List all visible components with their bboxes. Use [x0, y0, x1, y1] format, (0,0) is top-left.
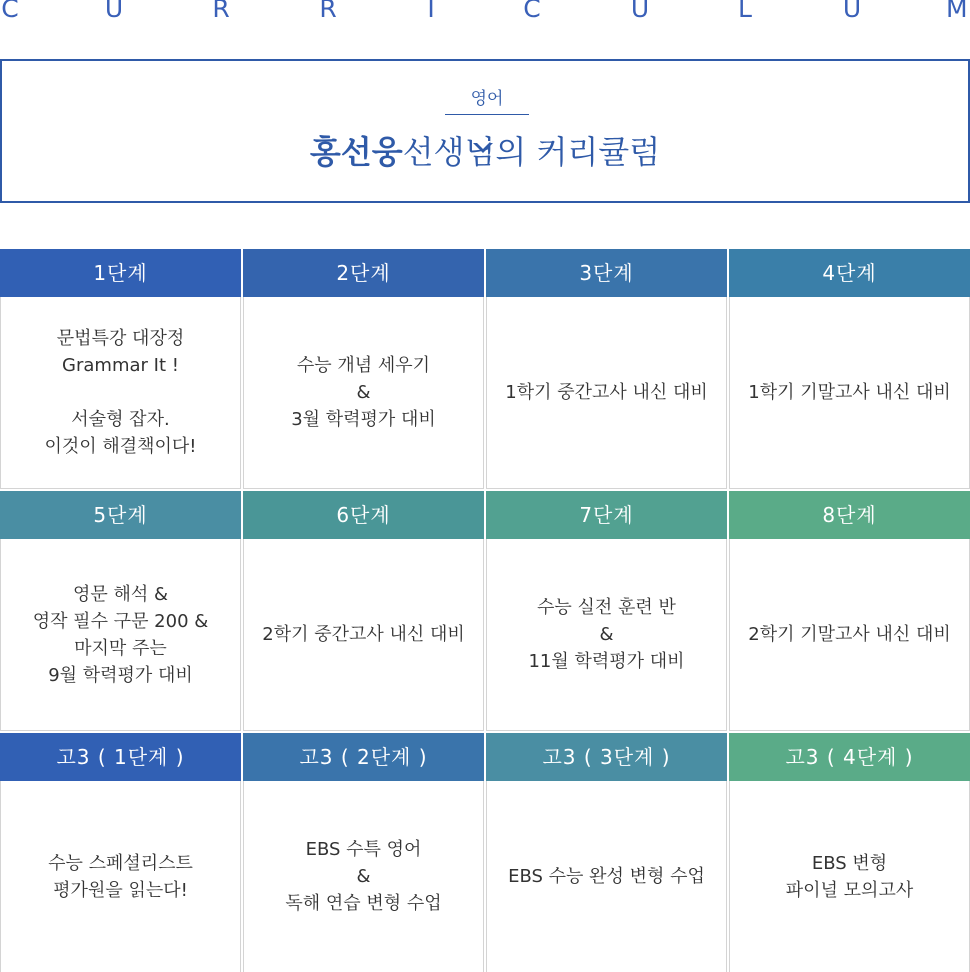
step-card — [729, 249, 970, 489]
steps-row-2 — [0, 491, 970, 731]
step-description-line: 11월 학력평가 대비 — [528, 651, 685, 672]
step-card — [486, 249, 727, 489]
step-card — [729, 733, 970, 972]
steps-row-3 — [0, 733, 970, 972]
heading-letter: I — [427, 0, 435, 23]
step-label: 고3 ( 4단계 ) — [785, 745, 914, 769]
step-header — [486, 491, 727, 539]
step-description-line: EBS 수능 완성 변형 수업 — [508, 866, 705, 887]
step-description — [0, 297, 241, 489]
step-label: 2단계 — [336, 261, 391, 285]
heading-letter: C — [1, 0, 19, 23]
teacher-name: 홍선웅 — [309, 133, 403, 171]
step-header — [243, 733, 484, 781]
step-description-line: Grammar It ! — [62, 355, 179, 376]
step-label: 4단계 — [822, 261, 877, 285]
step-label: 고3 ( 2단계 ) — [299, 745, 428, 769]
step-card — [486, 491, 727, 731]
step-description — [243, 781, 484, 972]
heading-letter: M — [946, 0, 968, 23]
step-description-line: 파이널 모의고사 — [785, 879, 914, 901]
step-description-line: EBS 변형 — [811, 852, 888, 874]
step-description-line: 마지막 주는 — [74, 637, 167, 659]
step-label: 8단계 — [822, 503, 877, 527]
step-header — [243, 249, 484, 297]
step-description-line: 9월 학력평가 대비 — [48, 664, 193, 686]
heading-letter: U — [842, 0, 862, 23]
step-description-line: 수능 실전 훈련 반 — [537, 597, 676, 618]
step-description-line: 문법특강 대장정 — [56, 328, 185, 349]
step-description-line: 독해 연습 변형 수업 — [285, 893, 442, 914]
heading-letter: U — [104, 0, 124, 23]
step-header — [729, 733, 970, 781]
curriculum-heading — [0, 0, 970, 24]
step-label: 3단계 — [579, 261, 634, 285]
step-description-line: 평가원을 읽는다! — [53, 879, 188, 901]
title-pointer-arrow-fill — [475, 141, 491, 149]
heading-letter: R — [319, 0, 337, 23]
step-description-line: & — [356, 866, 371, 887]
step-description-line: 2학기 기말고사 내신 대비 — [748, 624, 951, 645]
step-description-line: 수능 개념 세우기 — [296, 355, 431, 376]
step-description — [0, 539, 241, 731]
step-card — [243, 733, 484, 972]
step-label: 고3 ( 1단계 ) — [56, 745, 185, 769]
step-description — [729, 539, 970, 731]
heading-letter: U — [630, 0, 650, 23]
step-description-line: 영문 해석 & — [72, 583, 169, 605]
step-header — [243, 491, 484, 539]
step-label: 고3 ( 3단계 ) — [542, 745, 671, 769]
step-card — [243, 249, 484, 489]
step-description-line: 서술형 잡자. — [71, 409, 170, 430]
step-header — [0, 491, 241, 539]
step-description-line: 2학기 중간고사 내신 대비 — [262, 624, 465, 645]
step-description — [729, 781, 970, 972]
heading-letter: C — [523, 0, 541, 23]
step-description-line: EBS 수특 영어 — [305, 839, 422, 860]
heading-letter: R — [212, 0, 230, 23]
step-description-line: 영작 필수 구문 200 & — [32, 610, 209, 632]
step-description — [486, 297, 727, 489]
step-description-line: 수능 스페셜리스트 — [48, 852, 193, 874]
title-suffix: 선생님의 커리큘럼 — [402, 133, 661, 171]
step-description-line: 1학기 기말고사 내신 대비 — [748, 382, 951, 403]
step-card — [486, 733, 727, 972]
subject-underline — [445, 114, 529, 115]
step-header — [0, 249, 241, 297]
step-description-line: 이것이 해결책이다! — [44, 436, 197, 457]
step-description — [243, 539, 484, 731]
heading-letter: L — [738, 0, 752, 23]
step-card — [729, 491, 970, 731]
step-description — [486, 781, 727, 972]
step-description-line: 3월 학력평가 대비 — [291, 409, 436, 430]
step-description-line: & — [356, 382, 371, 403]
step-description — [243, 297, 484, 489]
step-label: 1단계 — [93, 261, 148, 285]
step-header — [486, 733, 727, 781]
step-card — [0, 249, 241, 489]
step-card — [243, 491, 484, 731]
curriculum-title-box — [0, 59, 970, 203]
steps-row-1 — [0, 249, 970, 489]
step-label: 7단계 — [579, 503, 634, 527]
step-description — [729, 297, 970, 489]
step-header — [486, 249, 727, 297]
step-label: 5단계 — [93, 503, 148, 527]
step-header — [729, 491, 970, 539]
step-header — [729, 249, 970, 297]
step-header — [0, 733, 241, 781]
step-card — [0, 733, 241, 972]
step-description — [486, 539, 727, 731]
step-description-line: 1학기 중간고사 내신 대비 — [505, 382, 708, 403]
step-description — [0, 781, 241, 972]
step-card — [0, 491, 241, 731]
step-label: 6단계 — [336, 503, 391, 527]
subject-label: 영어 — [470, 89, 504, 109]
step-description-line: & — [599, 624, 614, 645]
